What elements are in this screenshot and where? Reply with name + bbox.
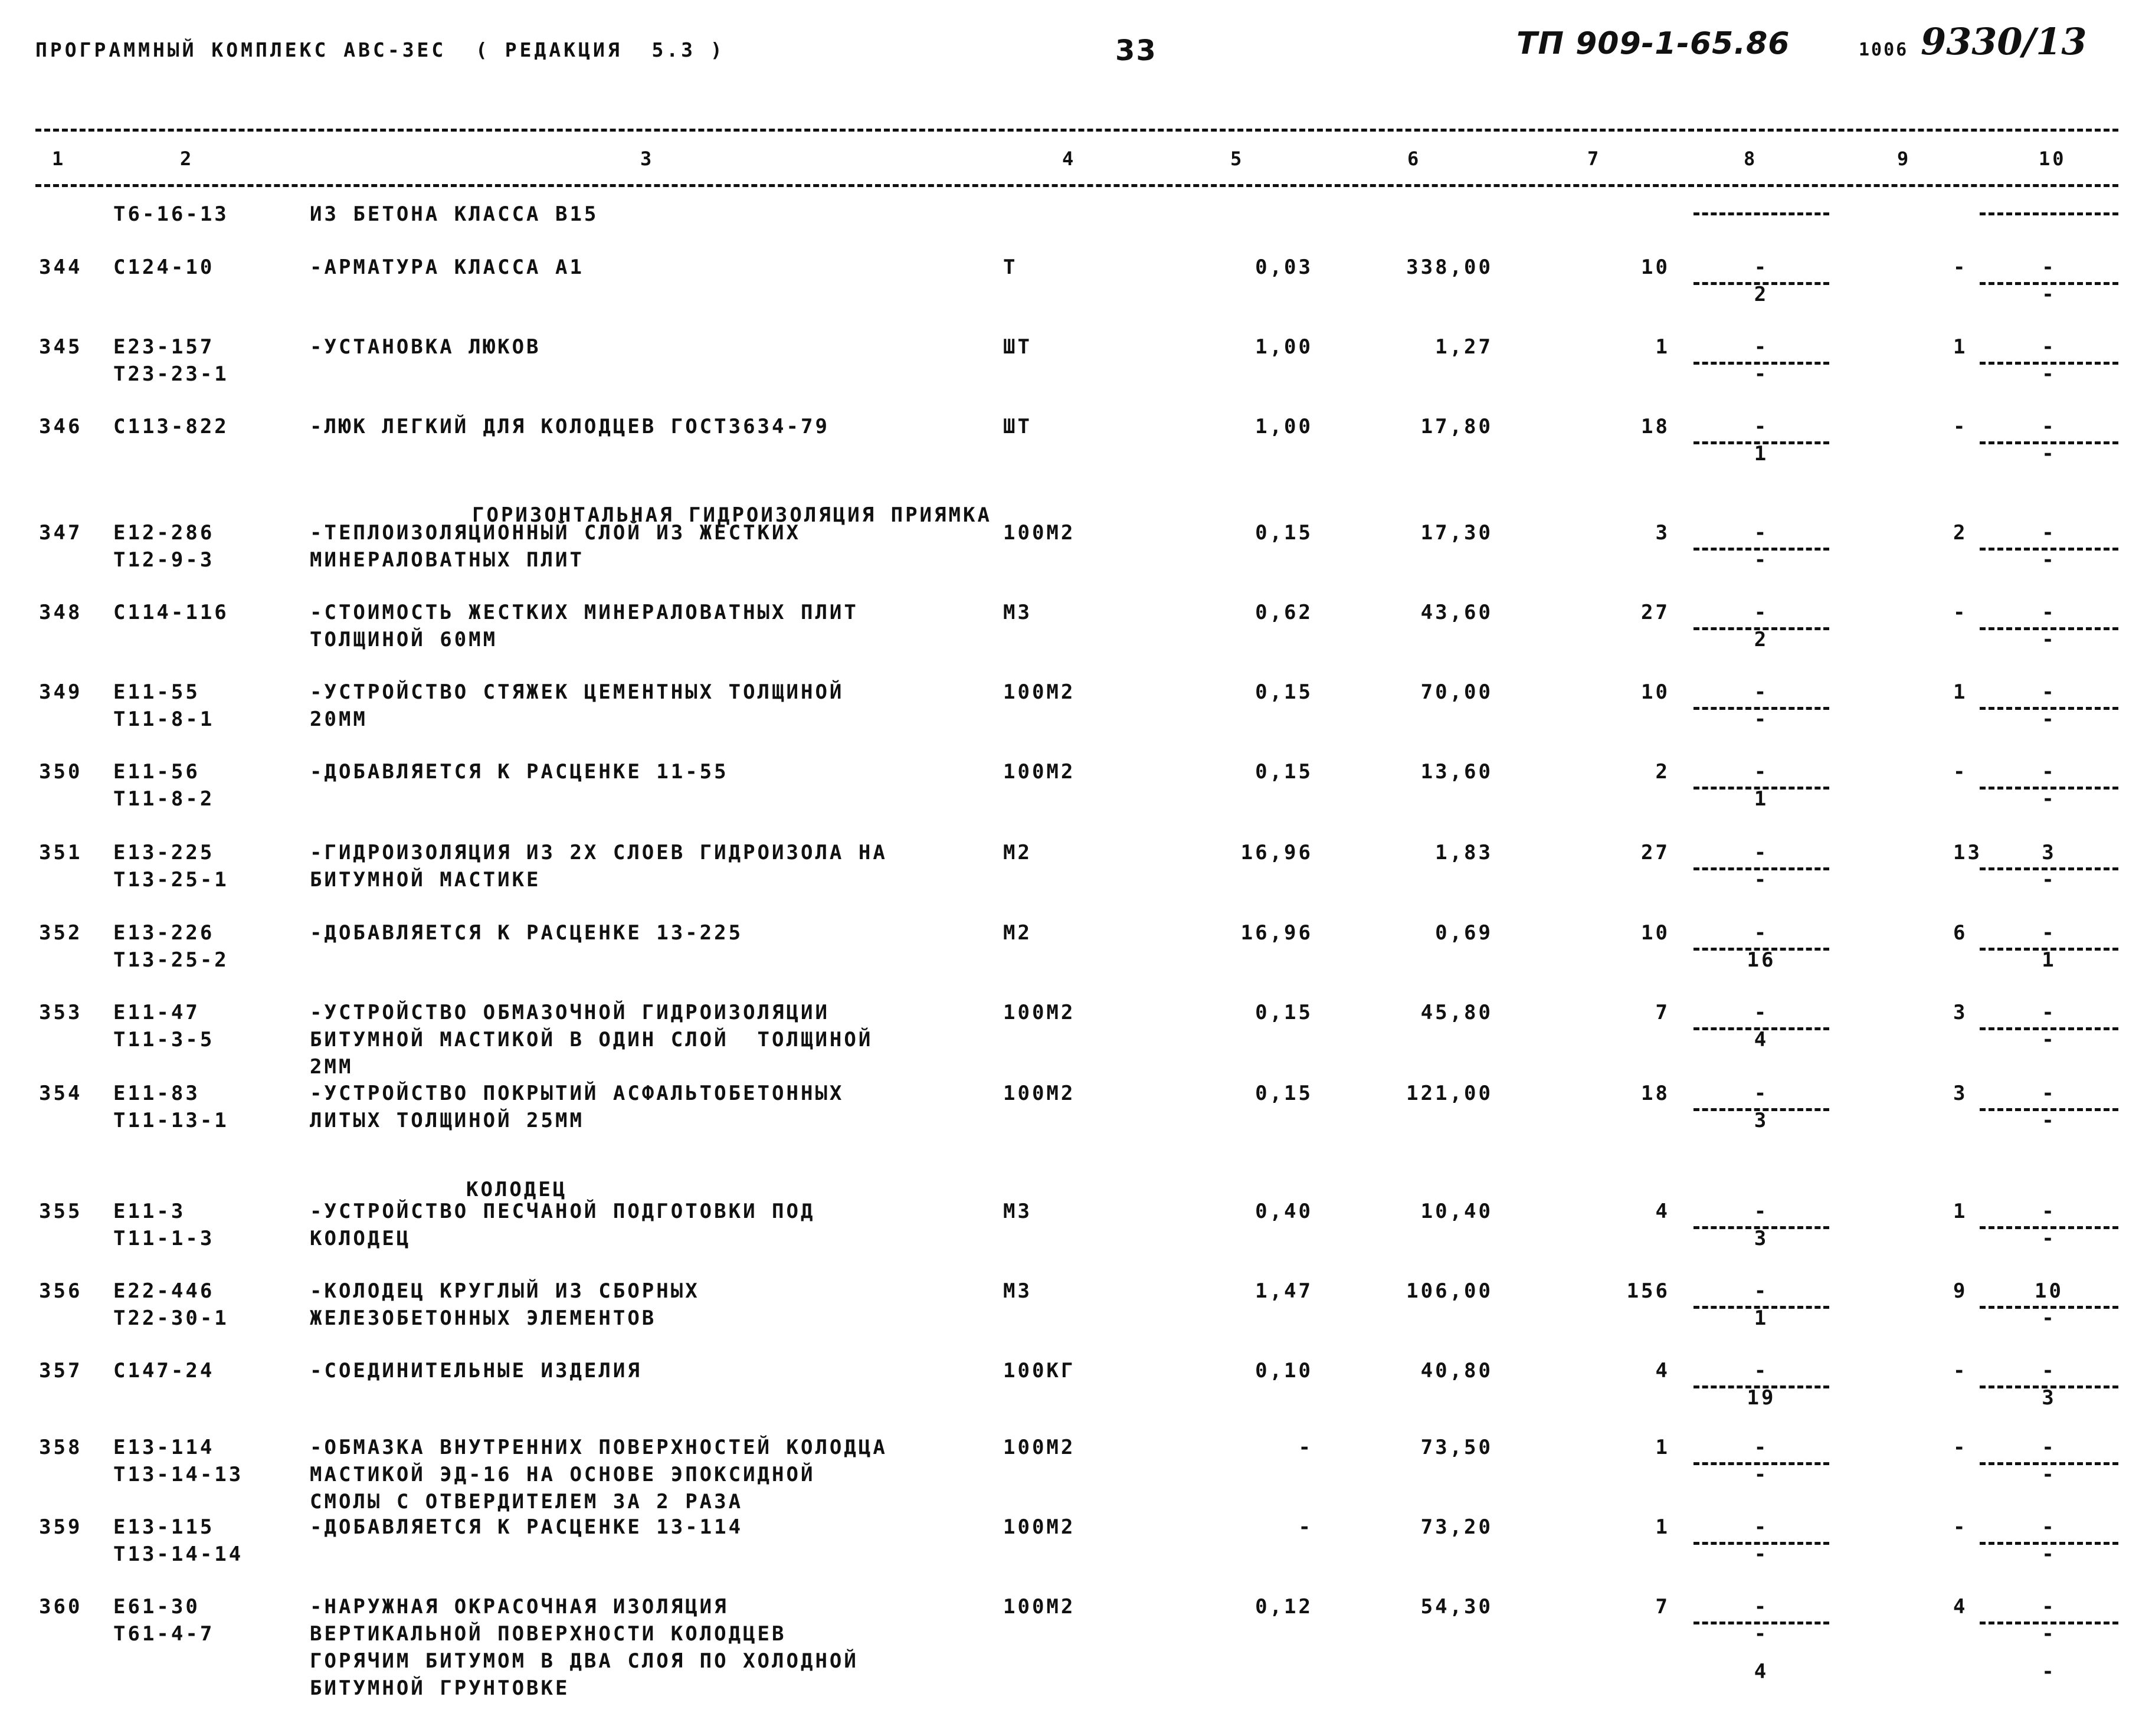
col10-rule bbox=[1980, 1027, 2118, 1030]
row-number: 350 bbox=[39, 760, 83, 784]
quantity: 1,47 bbox=[1255, 1279, 1313, 1303]
col10-value: - bbox=[2042, 1515, 2056, 1539]
total-cost: 10 bbox=[1641, 921, 1670, 945]
quantity: 0,15 bbox=[1255, 1082, 1313, 1105]
col-head-6: 6 bbox=[1407, 148, 1421, 170]
work-description: -ДОБАВЛЯЕТСЯ К РАСЦЕНКЕ 11-55 bbox=[310, 760, 729, 784]
col9-value: - bbox=[1953, 1515, 1968, 1539]
unit: М2 bbox=[1003, 921, 1032, 945]
col10-rule bbox=[1980, 787, 2118, 790]
col10-value: - bbox=[2042, 680, 2056, 704]
row-number: 347 bbox=[39, 521, 83, 545]
rate-code: Е13-115 Т13-14-14 bbox=[113, 1515, 244, 1566]
unit-price: 73,50 bbox=[1420, 1436, 1493, 1459]
col-head-4: 4 bbox=[1062, 148, 1076, 170]
col10-rule bbox=[1980, 548, 2118, 551]
col8-value: - bbox=[1754, 921, 1769, 945]
total-cost: 3 bbox=[1655, 521, 1670, 545]
col8-rule bbox=[1693, 1542, 1829, 1545]
rate-code: Е11-56 Т11-8-2 bbox=[113, 760, 215, 811]
total-cost: 7 bbox=[1655, 1595, 1670, 1619]
continuation-code: Т6-16-13 bbox=[113, 202, 229, 226]
col9-value: - bbox=[1953, 415, 1968, 438]
col8-lower-value: 4 bbox=[1754, 1028, 1769, 1052]
unit: 100М2 bbox=[1003, 1436, 1076, 1459]
col8-value: - bbox=[1754, 1595, 1769, 1619]
col8-rule bbox=[1693, 1622, 1829, 1624]
document-code: ТП 909-1-65.86 bbox=[1516, 26, 1790, 61]
col10-lower-value: - bbox=[2042, 1622, 2056, 1646]
unit: М3 bbox=[1003, 601, 1032, 624]
program-title: ПРОГРАММНЫЙ КОМПЛЕКС АВС-3ЕС ( РЕДАКЦИЯ 5.3 ) bbox=[35, 38, 725, 61]
page-number: 33 bbox=[1115, 34, 1157, 67]
unit: Т bbox=[1003, 256, 1018, 279]
total-cost: 18 bbox=[1641, 415, 1670, 438]
col8-lower-value: 19 bbox=[1747, 1386, 1776, 1410]
col8-rule bbox=[1693, 362, 1829, 365]
col8-value: - bbox=[1754, 1515, 1769, 1539]
continuation-text: ИЗ БЕТОНА КЛАССА В15 bbox=[310, 202, 599, 226]
header-rule-top bbox=[35, 129, 2118, 132]
col10-value: - bbox=[2042, 1001, 2056, 1024]
rate-code: Е13-225 Т13-25-1 bbox=[113, 841, 229, 892]
row-number: 346 bbox=[39, 415, 83, 438]
unit: ШТ bbox=[1003, 415, 1032, 438]
row-number: 357 bbox=[39, 1359, 83, 1383]
col10-rule bbox=[1980, 1108, 2118, 1111]
col10-value: - bbox=[2042, 1436, 2056, 1459]
col8-lower-value: - bbox=[1754, 868, 1769, 892]
col10-lower-value: - bbox=[2042, 362, 2056, 386]
work-description: -ТЕПЛОИЗОЛЯЦИОННЫЙ СЛОЙ ИЗ ЖЕСТКИХ МИНЕРАЛОВАТНЫХ ПЛИТ bbox=[310, 521, 801, 572]
total-cost: 10 bbox=[1641, 256, 1670, 279]
col9-value: 9 bbox=[1953, 1279, 1968, 1303]
quantity: 0,15 bbox=[1255, 680, 1313, 704]
unit: 100М2 bbox=[1003, 1001, 1076, 1024]
col10-value: - bbox=[2042, 921, 2056, 945]
quantity: 0,15 bbox=[1255, 1001, 1313, 1024]
col8-lower-value: - bbox=[1754, 1463, 1769, 1486]
col8-rule bbox=[1693, 1226, 1829, 1229]
document-code-suffix: 1006 bbox=[1859, 40, 1909, 60]
unit-price: 73,20 bbox=[1420, 1515, 1493, 1539]
unit-price: 17,30 bbox=[1420, 521, 1493, 545]
rate-code: Е22-446 Т22-30-1 bbox=[113, 1279, 229, 1330]
col10-lower-value: - bbox=[2042, 707, 2056, 731]
quantity: 0,03 bbox=[1255, 256, 1313, 279]
work-description: -СОЕДИНИТЕЛЬНЫЕ ИЗДЕЛИЯ bbox=[310, 1359, 642, 1383]
col9-value: - bbox=[1953, 1436, 1968, 1459]
unit-price: 13,60 bbox=[1420, 760, 1493, 784]
total-cost: 4 bbox=[1655, 1359, 1670, 1383]
total-cost: 156 bbox=[1626, 1279, 1670, 1303]
col8-rule bbox=[1693, 948, 1829, 951]
unit: 100М2 bbox=[1003, 1082, 1076, 1105]
col8-rule bbox=[1693, 707, 1829, 710]
work-description: -НАРУЖНАЯ ОКРАСОЧНАЯ ИЗОЛЯЦИЯ ВЕРТИКАЛЬНОЙ ПОВЕРХНОСТИ КОЛОДЦЕВ ГОРЯЧИМ БИТУМОМ В ДВА СЛОЯ ПО ХОЛОДНОЙ БИТУМНОЙ ГРУНТОВКЕ bbox=[310, 1595, 859, 1700]
col10-lower-value: - bbox=[2042, 787, 2056, 811]
quantity: 0,10 bbox=[1255, 1359, 1313, 1383]
col9-value: 1 bbox=[1953, 680, 1968, 704]
unit: М3 bbox=[1003, 1200, 1032, 1223]
unit-price: 338,00 bbox=[1406, 256, 1493, 279]
col-head-2: 2 bbox=[180, 148, 194, 170]
col10-value: - bbox=[2042, 1595, 2056, 1619]
col8-lower-value: 2 bbox=[1754, 628, 1769, 651]
row-number: 360 bbox=[39, 1595, 83, 1619]
col10-lower-value: 3 bbox=[2042, 1386, 2056, 1410]
col10-rule bbox=[1980, 1226, 2118, 1229]
col8-lower-value: - bbox=[1754, 548, 1769, 572]
col9-value: 3 bbox=[1953, 1082, 1968, 1105]
col9-value: 1 bbox=[1953, 335, 1968, 359]
total-cost: 1 bbox=[1655, 1436, 1670, 1459]
row-number: 358 bbox=[39, 1436, 83, 1459]
col10-value: - bbox=[2042, 521, 2056, 545]
unit-price: 121,00 bbox=[1406, 1082, 1493, 1105]
col10-value: - bbox=[2042, 256, 2056, 279]
col8-rule bbox=[1693, 1306, 1829, 1309]
row-number: 345 bbox=[39, 335, 83, 359]
col10-lower-value: - bbox=[2042, 1306, 2056, 1330]
tail-col10: - bbox=[2042, 1660, 2056, 1683]
col8-value: - bbox=[1754, 1359, 1769, 1383]
total-cost: 1 bbox=[1655, 1515, 1670, 1539]
col8-value: - bbox=[1754, 680, 1769, 704]
col8-rule bbox=[1693, 1027, 1829, 1030]
col10-rule bbox=[1980, 441, 2118, 444]
quantity: 0,15 bbox=[1255, 760, 1313, 784]
work-description: -УСТАНОВКА ЛЮКОВ bbox=[310, 335, 541, 359]
col9-value: 4 bbox=[1953, 1595, 1968, 1619]
col-head-5: 5 bbox=[1230, 148, 1244, 170]
work-description: -УСТРОЙСТВО ПОКРЫТИЙ АСФАЛЬТОБЕТОННЫХ ЛИТЫХ ТОЛЩИНОЙ 25ММ bbox=[310, 1082, 844, 1132]
col8-lower-value: 2 bbox=[1754, 283, 1769, 306]
col8-lower-value: - bbox=[1754, 1622, 1769, 1646]
col10-rule bbox=[1980, 707, 2118, 710]
col9-value: - bbox=[1953, 760, 1968, 784]
row-number: 353 bbox=[39, 1001, 83, 1024]
quantity: 16,96 bbox=[1240, 921, 1313, 945]
work-description: -СТОИМОСТЬ ЖЕСТКИХ МИНЕРАЛОВАТНЫХ ПЛИТ ТОЛЩИНОЙ 60ММ bbox=[310, 601, 859, 651]
work-description: -АРМАТУРА КЛАССА А1 bbox=[310, 256, 584, 279]
col10-value: - bbox=[2042, 335, 2056, 359]
unit-price: 10,40 bbox=[1420, 1200, 1493, 1223]
col10-lower-value: - bbox=[2042, 1227, 2056, 1250]
col10-lower-value: - bbox=[2042, 283, 2056, 306]
total-cost: 7 bbox=[1655, 1001, 1670, 1024]
unit: М2 bbox=[1003, 841, 1032, 864]
work-description: -ОБМАЗКА ВНУТРЕННИХ ПОВЕРХНОСТЕЙ КОЛОДЦА МАСТИКОЙ ЭД-16 НА ОСНОВЕ ЭПОКСИДНОЙ СМОЛЫ С ОТВЕРДИТЕЛЕМ ЗА 2 РАЗА bbox=[310, 1436, 887, 1514]
row-number: 352 bbox=[39, 921, 83, 945]
top-rule-col8 bbox=[1693, 212, 1829, 215]
col10-lower-value: 1 bbox=[2042, 948, 2056, 972]
col8-rule bbox=[1693, 282, 1829, 285]
col8-rule bbox=[1693, 627, 1829, 630]
work-description: -УСТРОЙСТВО ОБМАЗОЧНОЙ ГИДРОИЗОЛЯЦИИ БИТУМНОЙ МАСТИКОЙ В ОДИН СЛОЙ ТОЛЩИНОЙ 2ММ bbox=[310, 1001, 873, 1079]
col9-value: - bbox=[1953, 256, 1968, 279]
col10-lower-value: - bbox=[2042, 548, 2056, 572]
unit-price: 40,80 bbox=[1420, 1359, 1493, 1383]
col8-lower-value: 1 bbox=[1754, 1306, 1769, 1330]
col10-value: - bbox=[2042, 415, 2056, 438]
col8-value: - bbox=[1754, 521, 1769, 545]
quantity: 0,12 bbox=[1255, 1595, 1313, 1619]
unit-price: 106,00 bbox=[1406, 1279, 1493, 1303]
quantity: 1,00 bbox=[1255, 415, 1313, 438]
unit-price: 1,27 bbox=[1435, 335, 1493, 359]
total-cost: 18 bbox=[1641, 1082, 1670, 1105]
col10-lower-value: - bbox=[2042, 1542, 2056, 1566]
quantity: - bbox=[1298, 1436, 1313, 1459]
rate-code: Е12-286 Т12-9-3 bbox=[113, 521, 215, 572]
rate-code: Е11-55 Т11-8-1 bbox=[113, 680, 215, 731]
col10-rule bbox=[1980, 362, 2118, 365]
row-number: 359 bbox=[39, 1515, 83, 1539]
unit: 100М2 bbox=[1003, 680, 1076, 704]
col8-value: - bbox=[1754, 256, 1769, 279]
rate-code: С147-24 bbox=[113, 1359, 215, 1383]
col9-value: 3 bbox=[1953, 1001, 1968, 1024]
col10-value: - bbox=[2042, 601, 2056, 624]
col10-value: 3 bbox=[2042, 841, 2056, 864]
col-head-10: 10 bbox=[2039, 148, 2066, 170]
col8-rule bbox=[1693, 441, 1829, 444]
col8-value: - bbox=[1754, 1436, 1769, 1459]
rate-code: Е11-3 Т11-1-3 bbox=[113, 1200, 215, 1250]
row-number: 356 bbox=[39, 1279, 83, 1303]
unit: 100М2 bbox=[1003, 1515, 1076, 1539]
col9-value: 1 bbox=[1953, 1200, 1968, 1223]
col10-rule bbox=[1980, 282, 2118, 285]
col-head-8: 8 bbox=[1744, 148, 1758, 170]
col10-lower-value: - bbox=[2042, 628, 2056, 651]
section-title-well: КОЛОДЕЦ bbox=[466, 1178, 568, 1201]
col8-value: - bbox=[1754, 1200, 1769, 1223]
unit: М3 bbox=[1003, 1279, 1032, 1303]
row-number: 349 bbox=[39, 680, 83, 704]
rate-code: Е13-226 Т13-25-2 bbox=[113, 921, 229, 972]
col10-lower-value: - bbox=[2042, 868, 2056, 892]
quantity: 0,40 bbox=[1255, 1200, 1313, 1223]
total-cost: 27 bbox=[1641, 601, 1670, 624]
unit: 100М2 bbox=[1003, 1595, 1076, 1619]
col8-lower-value: - bbox=[1754, 707, 1769, 731]
col8-lower-value: 1 bbox=[1754, 442, 1769, 466]
col8-value: - bbox=[1754, 415, 1769, 438]
col10-value: 10 bbox=[2035, 1279, 2063, 1303]
col10-rule bbox=[1980, 1462, 2118, 1465]
rate-code: Е13-114 Т13-14-13 bbox=[113, 1436, 244, 1486]
col10-lower-value: - bbox=[2042, 442, 2056, 466]
col8-lower-value: 1 bbox=[1754, 787, 1769, 811]
col8-value: - bbox=[1754, 1082, 1769, 1105]
col10-rule bbox=[1980, 1542, 2118, 1545]
rate-code: Е11-47 Т11-3-5 bbox=[113, 1001, 215, 1052]
col8-value: - bbox=[1754, 760, 1769, 784]
row-number: 355 bbox=[39, 1200, 83, 1223]
sheet-number: 9330/13 bbox=[1921, 20, 2087, 63]
work-description: -ГИДРОИЗОЛЯЦИЯ ИЗ 2Х СЛОЕВ ГИДРОИЗОЛА НА БИТУМНОЙ МАСТИКЕ bbox=[310, 841, 887, 892]
work-description: -УСТРОЙСТВО ПЕСЧАНОЙ ПОДГОТОВКИ ПОД КОЛОДЕЦ bbox=[310, 1200, 815, 1250]
col-head-1: 1 bbox=[52, 148, 66, 170]
unit-price: 17,80 bbox=[1420, 415, 1493, 438]
total-cost: 10 bbox=[1641, 680, 1670, 704]
row-number: 354 bbox=[39, 1082, 83, 1105]
col10-rule bbox=[1980, 1622, 2118, 1624]
col8-lower-value: - bbox=[1754, 1542, 1769, 1566]
quantity: 0,62 bbox=[1255, 601, 1313, 624]
header-rule-bottom bbox=[35, 184, 2118, 187]
col8-lower-value: 3 bbox=[1754, 1227, 1769, 1250]
col9-value: - bbox=[1953, 601, 1968, 624]
unit: 100М2 bbox=[1003, 760, 1076, 784]
section-title-waterproofing: ГОРИЗОНТАЛЬНАЯ ГИДРОИЗОЛЯЦИЯ ПРИЯМКА bbox=[472, 503, 992, 527]
col-head-7: 7 bbox=[1587, 148, 1601, 170]
unit-price: 70,00 bbox=[1420, 680, 1493, 704]
row-number: 348 bbox=[39, 601, 83, 624]
unit-price: 1,83 bbox=[1435, 841, 1493, 864]
col10-lower-value: - bbox=[2042, 1109, 2056, 1132]
col8-rule bbox=[1693, 787, 1829, 790]
col10-lower-value: - bbox=[2042, 1028, 2056, 1052]
rate-code: Е11-83 Т11-13-1 bbox=[113, 1082, 229, 1132]
col8-rule bbox=[1693, 548, 1829, 551]
top-rule-col10 bbox=[1980, 212, 2118, 215]
work-description: -ДОБАВЛЯЕТСЯ К РАСЦЕНКЕ 13-225 bbox=[310, 921, 743, 945]
col8-lower-value: 16 bbox=[1747, 948, 1776, 972]
col8-rule bbox=[1693, 1462, 1829, 1465]
col10-value: - bbox=[2042, 1200, 2056, 1223]
col8-value: - bbox=[1754, 841, 1769, 864]
col10-rule bbox=[1980, 1306, 2118, 1309]
unit-price: 54,30 bbox=[1420, 1595, 1493, 1619]
work-description: -ЛЮК ЛЕГКИЙ ДЛЯ КОЛОДЦЕВ ГОСТ3634-79 bbox=[310, 415, 830, 438]
col-head-3: 3 bbox=[640, 148, 654, 170]
col9-value: 6 bbox=[1953, 921, 1968, 945]
unit: 100КГ bbox=[1003, 1359, 1076, 1383]
col10-value: - bbox=[2042, 1359, 2056, 1383]
col8-rule bbox=[1693, 1108, 1829, 1111]
col10-rule bbox=[1980, 948, 2118, 951]
total-cost: 27 bbox=[1641, 841, 1670, 864]
col-head-9: 9 bbox=[1897, 148, 1911, 170]
col8-rule bbox=[1693, 867, 1829, 870]
row-number: 351 bbox=[39, 841, 83, 864]
col8-lower-value: - bbox=[1754, 362, 1769, 386]
total-cost: 1 bbox=[1655, 335, 1670, 359]
unit-price: 45,80 bbox=[1420, 1001, 1493, 1024]
col8-rule bbox=[1693, 1385, 1829, 1388]
work-description: -УСТРОЙСТВО СТЯЖЕК ЦЕМЕНТНЫХ ТОЛЩИНОЙ 20ММ bbox=[310, 680, 844, 731]
rate-code: С113-822 bbox=[113, 415, 229, 438]
col10-value: - bbox=[2042, 760, 2056, 784]
col9-value: 2 bbox=[1953, 521, 1968, 545]
total-cost: 4 bbox=[1655, 1200, 1670, 1223]
unit-price: 0,69 bbox=[1435, 921, 1493, 945]
unit: ШТ bbox=[1003, 335, 1032, 359]
quantity: 1,00 bbox=[1255, 335, 1313, 359]
quantity: 16,96 bbox=[1240, 841, 1313, 864]
work-description: -ДОБАВЛЯЕТСЯ К РАСЦЕНКЕ 13-114 bbox=[310, 1515, 743, 1539]
row-number: 344 bbox=[39, 256, 83, 279]
col10-rule bbox=[1980, 627, 2118, 630]
col10-lower-value: - bbox=[2042, 1463, 2056, 1486]
work-description: -КОЛОДЕЦ КРУГЛЫЙ ИЗ СБОРНЫХ ЖЕЛЕЗОБЕТОННЫХ ЭЛЕМЕНТОВ bbox=[310, 1279, 700, 1330]
total-cost: 2 bbox=[1655, 760, 1670, 784]
quantity: 0,15 bbox=[1255, 521, 1313, 545]
rate-code: Е23-157 Т23-23-1 bbox=[113, 335, 229, 386]
unit-price: 43,60 bbox=[1420, 601, 1493, 624]
col8-value: - bbox=[1754, 601, 1769, 624]
col10-rule bbox=[1980, 1385, 2118, 1388]
quantity: - bbox=[1298, 1515, 1313, 1539]
col9-value: 13 bbox=[1953, 841, 1982, 864]
col8-lower-value: 3 bbox=[1754, 1109, 1769, 1132]
col9-value: - bbox=[1953, 1359, 1968, 1383]
col8-value: - bbox=[1754, 1001, 1769, 1024]
col10-rule bbox=[1980, 867, 2118, 870]
col8-value: - bbox=[1754, 335, 1769, 359]
col8-value: - bbox=[1754, 1279, 1769, 1303]
tail-col8: 4 bbox=[1754, 1660, 1769, 1683]
rate-code: С124-10 bbox=[113, 256, 215, 279]
rate-code: Е61-30 Т61-4-7 bbox=[113, 1595, 215, 1646]
unit: 100М2 bbox=[1003, 521, 1076, 545]
rate-code: С114-116 bbox=[113, 601, 229, 624]
col10-value: - bbox=[2042, 1082, 2056, 1105]
